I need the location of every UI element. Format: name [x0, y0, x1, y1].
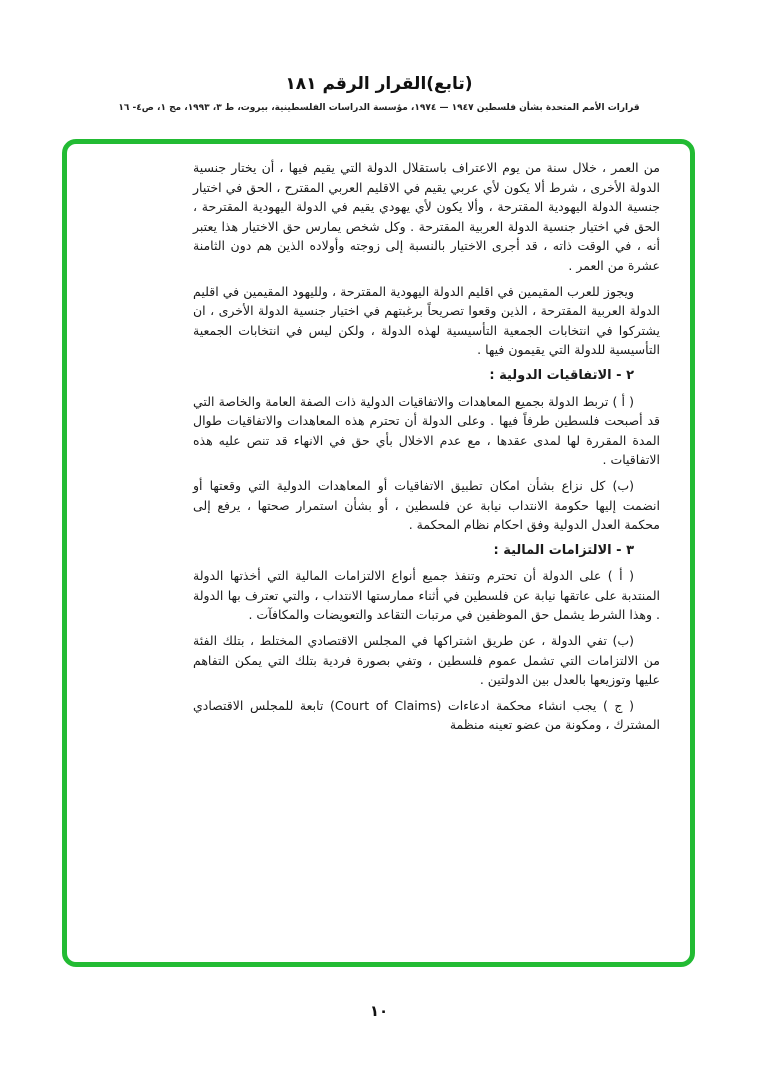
page-header: [0, 74, 758, 113]
paragraph-residents-elections: ويجوز للعرب المقيمين في اقليم الدولة اليهودية المقترحة ، ولليهود المقيمين في اقليم الدولة العربية المقترحة ، الذين وقعوا تصريحاً برغبتهم في اختيار جنسية الدولة الأخرى ، ان يشتركوا في انتخابات الجمعية التأسيسية لهذه الدولة ، ولكن ليس في انتخابات الجمعية التأسيسية للدولة التي يقيمون فيها .: [193, 283, 660, 358]
paragraph-financial-b: (ب) تفي الدولة ، عن طريق اشتراكها في المجلس الاقتصادي المختلط ، بتلك الفئة من الالتزامات التي تشمل عموم فلسطين ، وتفي بصورة فردية بتلك التي يمكن التفاهم عليها وتوزيعها بالعدل بين الدولتين .: [193, 633, 660, 688]
paragraph-agreements-b: (ب) كل نزاع بشأن امكان تطبيق الاتفاقيات أو المعاهدات الدولية التي وقعتها أو انضمت إليها حكومة الانتداب نيابة عن فلسطين ، أو بشأن استمرار صحتها ، يرفع إلى محكمة العدل الدولية وفق احكام نظام المحكمة .: [193, 477, 660, 533]
section-heading-financial-obligations: ٣ - الالتزامات المالية :: [493, 542, 634, 558]
paragraph-agreements-a: ( أ ) تربط الدولة بجميع المعاهدات والاتفاقيات الدولية ذات الصفة العامة والخاصة التي قد أصبحت فلسطين طرفاً فيها . وعلى الدولة أن تحترم هذه المعاهدات والاتفاقيات طوال المدة المقررة لها لمدى عقدها ، مع عدم الاخلال بأي حق في الانهاء قد تنص عليه هذه الاتفاقيات .: [193, 393, 660, 468]
source-citation: قرارات الأمم المتحدة بشأن فلسطين ١٩٤٧ — ١٩٧٤، مؤسسة الدراسات الفلسطينية، بيروت، ط ٣، ١٩٩٣، مج ١، ص٤- ١٦: [118, 103, 640, 113]
paragraph-court-of-claims: ( ج ) يجب انشاء محكمة ادعاءات (Court of Claims) تابعة للمجلس الاقتصادي المشترك ، ومكونة من عضو تعينه منظمة: [193, 697, 660, 733]
page-title: (تابع)القرار الرقم ١٨١: [285, 74, 473, 94]
page-number: ١٠: [369, 1002, 389, 1020]
paragraph-citizenship-choice: من العمر ، خلال سنة من يوم الاعتراف باستقلال الدولة التي يقيم فيها ، أن يختار جنسية الدولة الأخرى ، شرط ألا يكون لأي عربي يقيم في الاقليم العربي المقترح ، الحق في اختيار جنسية الدولة اليهودية المقترحة ، وألا يكون لأي يهودي يقيم في الدولة اليهودية المقترحة ، الحق في اختيار جنسية الدولة العربية المقترحة . وكل شخص يمارس حق الاختيار هذا يعتبر أنه ، في الوقت ذاته ، قد أجرى الاختيار بالنسبة إلى زوجته وأولاده الذين هم دون الثامنة عشرة من العمر .: [193, 160, 660, 273]
paragraph-financial-a: ( أ ) على الدولة أن تحترم وتنفذ جميع أنواع الالتزامات المالية التي أخذتها الدولة المنتدبة على عاتقها نيابة عن فلسطين في أثناء ممارستها الانتداب ، والتي تعترف بها الدولة . وهذا الشرط يشمل حق الموظفين في مرتبات التقاعد والتعويضات والمكافآت .: [193, 568, 660, 623]
section-heading-international-agreements: ٢ - الاتفاقيات الدولية :: [489, 367, 634, 383]
content-frame: [62, 139, 695, 967]
document-body: [67, 144, 690, 962]
